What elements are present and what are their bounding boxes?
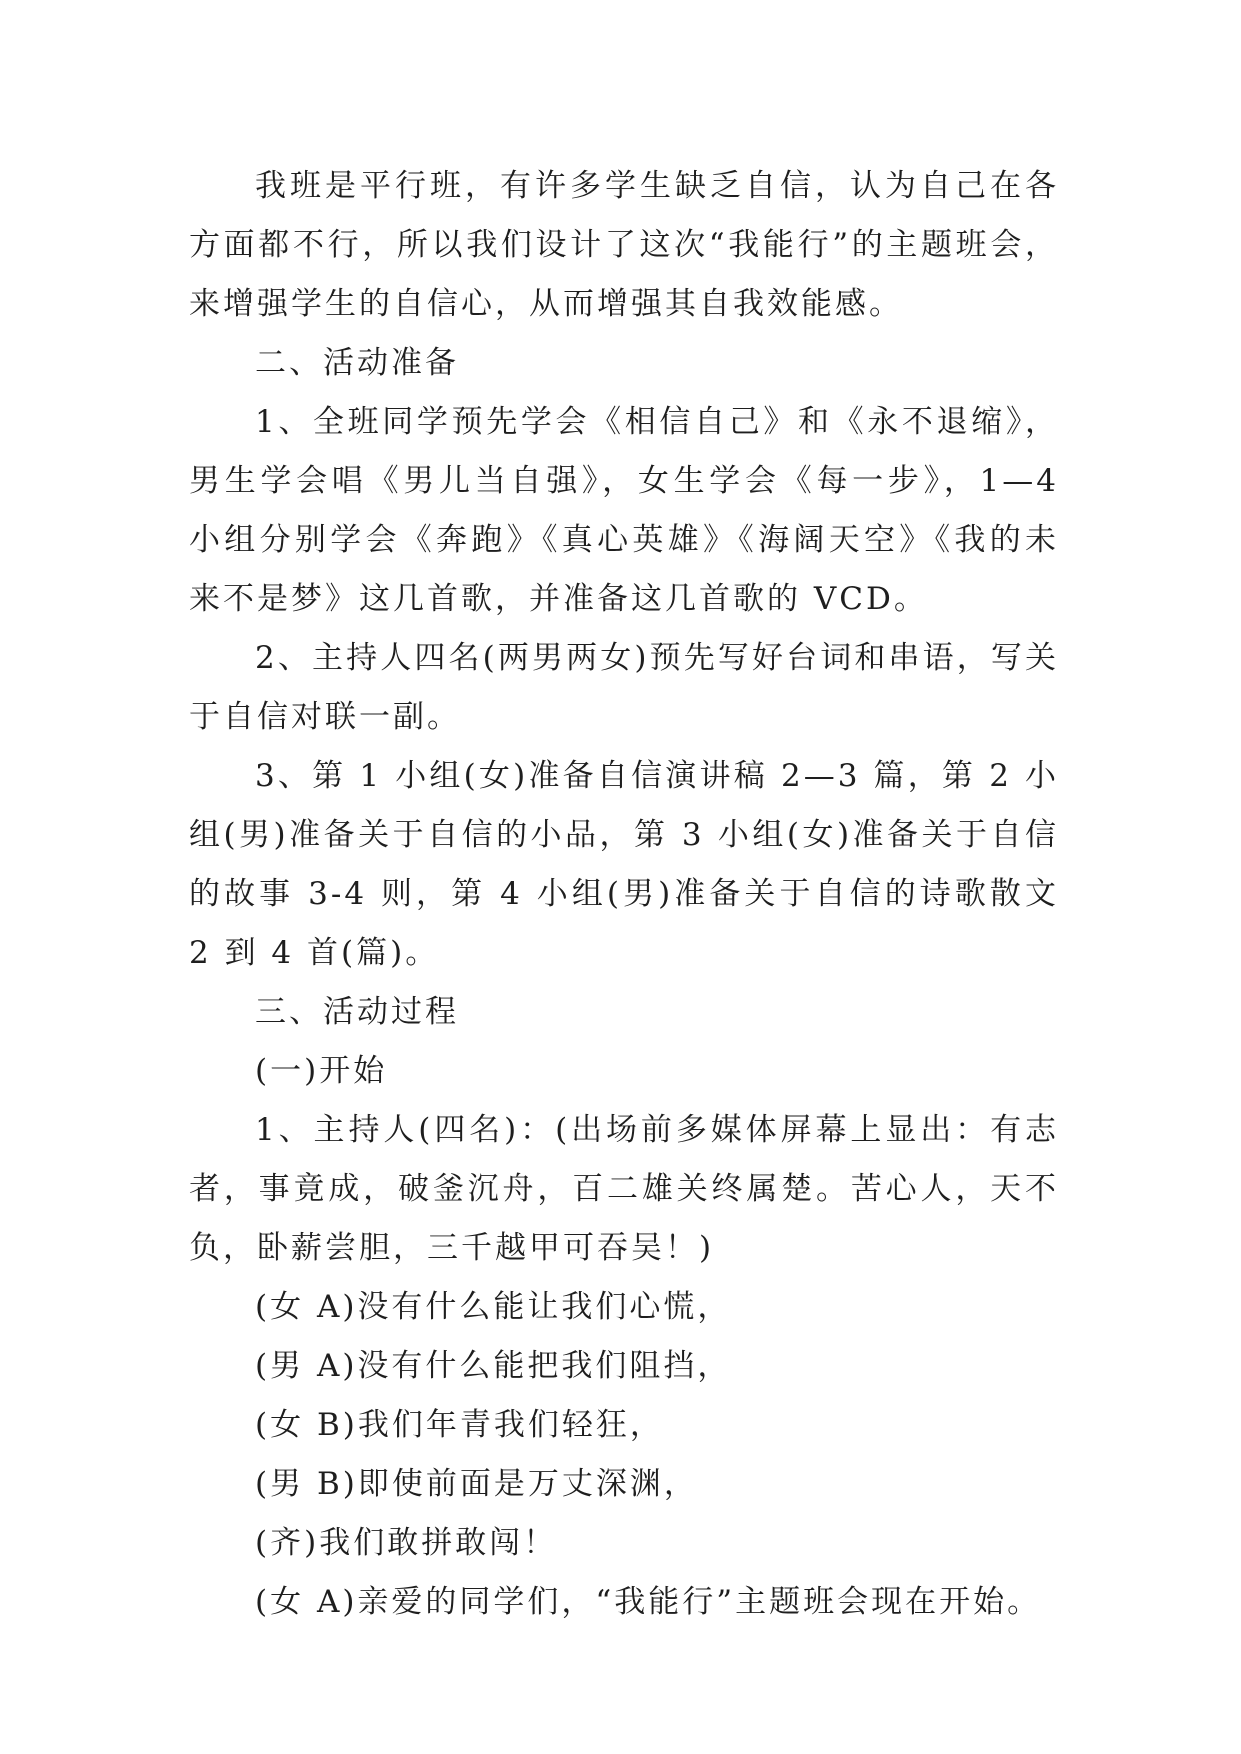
- preparation-item-1: 1、全班同学预先学会《相信自己》和《永不退缩》，男生学会唱《男儿当自强》，女生学会《每一步》，1—4 小组分别学会《奔跑》《真心英雄》《海阔天空》《我的未来不是梦》这几首歌，并准备这几首歌的 VCD。: [189, 404, 1059, 617]
- subsection-heading-start: (一)开始: [255, 1053, 388, 1089]
- section-heading-process: 三、活动过程: [255, 994, 459, 1030]
- dialogue-line: (齐)我们敢拼敢闯！: [255, 1525, 558, 1561]
- section-heading-preparation: 二、活动准备: [255, 345, 459, 381]
- intro-paragraph: 我班是平行班，有许多学生缺乏自信，认为自己在各方面都不行，所以我们设计了这次“我能行”的主题班会，来增强学生的自信心，从而增强其自我效能感。: [189, 168, 1059, 322]
- dialogue-line: (男 A)没有什么能把我们阻挡，: [255, 1348, 732, 1384]
- dialogue-line: (女 A)没有什么能让我们心慌，: [255, 1289, 732, 1325]
- process-item-1: 1、主持人(四名)：(出场前多媒体屏幕上显出：有志者，事竟成，破釜沉舟，百二雄关终属楚。苦心人，天不负，卧薪尝胆，三千越甲可吞吴！): [189, 1112, 1059, 1266]
- dialogue-line: (女 A)亲爱的同学们，“我能行”主题班会现在开始。: [255, 1584, 1042, 1620]
- dialogue-line: (女 B)我们年青我们轻狂，: [255, 1407, 664, 1443]
- dialogue-line: (男 B)即使前面是万丈深渊，: [255, 1466, 698, 1502]
- document-body: [189, 157, 1059, 1632]
- preparation-item-3: 3、第 1 小组(女)准备自信演讲稿 2—3 篇，第 2 小组(男)准备关于自信的小品，第 3 小组(女)准备关于自信的故事 3-4 则，第 4 小组(男)准备关于自信的诗歌散文 2 到 4 首(篇)。: [189, 758, 1059, 971]
- preparation-item-2: 2、主持人四名(两男两女)预先写好台词和串语，写关于自信对联一副。: [189, 640, 1059, 735]
